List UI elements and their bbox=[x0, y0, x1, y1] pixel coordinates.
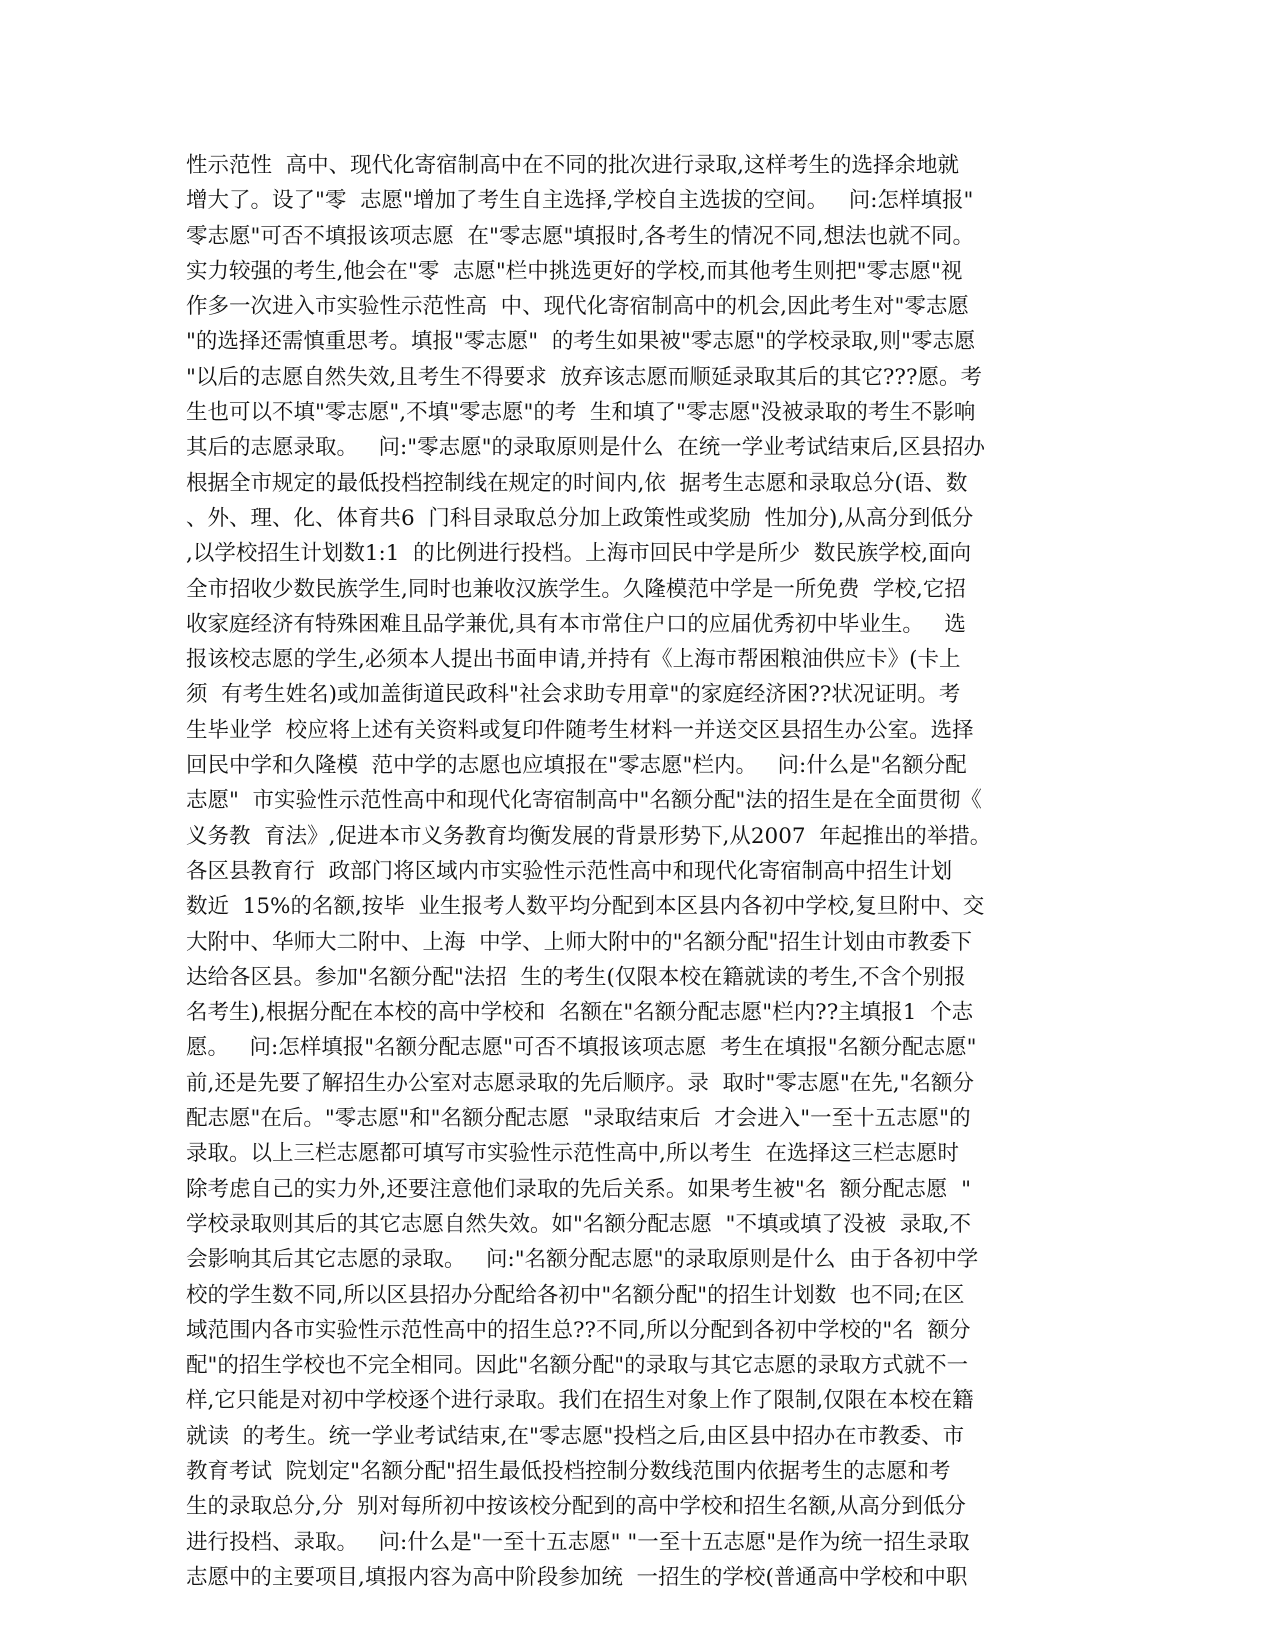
text-line: 生毕业学 校应将上述有关资料或复印件随考生材料一并送交区县招生办公室。选择 bbox=[186, 717, 974, 743]
text-line: 义务教 育法》,促进本市义务教育均衡发展的背景形势下,从2007 年起推出的举措。 bbox=[186, 823, 992, 849]
text-line: 域范围内各市实验性示范性高中的招生总??不同,所以分配到各初中学校的"名 额分 bbox=[186, 1317, 971, 1343]
text-line: 校的学生数不同,所以区县招办分配给各初中"名额分配"的招生计划数 也不同;在区 bbox=[186, 1282, 965, 1308]
text-line: "以后的志愿自然失效,且考生不得要求 放弃该志愿而顺延录取其后的其它???愿。考 bbox=[186, 364, 982, 390]
text-line: 愿。 问:怎样填报"名额分配志愿"可否不填报该项志愿 考生在填报"名额分配志愿" bbox=[186, 1035, 977, 1061]
text-line: 收家庭经济有特殊困难且品学兼优,具有本市常住户口的应届优秀初中毕业生。 选 bbox=[186, 611, 966, 637]
text-line: "的选择还需慎重思考。填报"零志愿" 的考生如果被"零志愿"的学校录取,则"零志愿 bbox=[186, 329, 976, 355]
text-line: 大附中、华师大二附中、上海 中学、上师大附中的"名额分配"招生计划由市教委下 bbox=[186, 929, 972, 955]
body-text bbox=[186, 148, 1076, 1595]
text-line: 全市招收少数民族学生,同时也兼收汉族学生。久隆模范中学是一所免费 学校,它招 bbox=[186, 576, 966, 602]
text-line: 教育考试 院划定"名额分配"招生最低投档控制分数线范围内依据考生的志愿和考 bbox=[186, 1458, 951, 1484]
text-line: 生的录取总分,分 别对每所初中按该校分配到的高中学校和招生名额,从高分到低分 bbox=[186, 1494, 966, 1520]
text-line: 录取。以上三栏志愿都可填写市实验性示范性高中,所以考生 在选择这三栏志愿时 bbox=[186, 1141, 960, 1167]
text-line: 报该校志愿的学生,必须本人提出书面申请,并持有《上海市帮困粮油供应卡》(卡上 bbox=[186, 647, 961, 673]
text-line: 、外、理、化、体育共6 门科目录取总分加上政策性或奖励 性加分),从高分到低分 bbox=[186, 505, 974, 531]
text-line: 配"的招生学校也不完全相同。因此"名额分配"的录取与其它志愿的录取方式就不一 bbox=[186, 1353, 969, 1379]
text-line: 就读 的考生。统一学业考试结束,在"零志愿"投档之后,由区县中招办在市教委、市 bbox=[186, 1423, 965, 1449]
text-line: 零志愿"可否不填报该项志愿 在"零志愿"填报时,各考生的情况不同,想法也就不同。 bbox=[186, 223, 975, 249]
text-line: ,以学校招生计划数1:1 的比例进行投档。上海市回民中学是所少 数民族学校,面向 bbox=[186, 541, 972, 567]
text-line: 数近 15%的名额,按毕 业生报考人数平均分配到本区县内各初中学校,复旦附中、交 bbox=[186, 894, 985, 920]
text-line: 学校录取则其后的其它志愿自然失效。如"名额分配志愿 "不填或填了没被 录取,不 bbox=[186, 1211, 971, 1237]
text-line: 作多一次进入市实验性示范性高 中、现代化寄宿制高中的机会,因此考生对"零志愿 bbox=[186, 294, 969, 320]
text-line: 须 有考生姓名)或加盖街道民政科"社会求助专用章"的家庭经济困??状况证明。考 bbox=[186, 682, 961, 708]
text-line: 进行投档、录取。 问:什么是"一至十五志愿" "一至十五志愿"是作为统一招生录取 bbox=[186, 1529, 970, 1555]
text-line: 其后的志愿录取。 问:"零志愿"的录取原则是什么 在统一学业考试结束后,区县招办 bbox=[186, 435, 986, 461]
text-line: 前,还是先要了解招生办公室对志愿录取的先后顺序。录 取时"零志愿"在先,"名额分 bbox=[186, 1070, 975, 1096]
text-line: 回民中学和久隆模 范中学的志愿也应填报在"零志愿"栏内。 问:什么是"名额分配 bbox=[186, 753, 967, 779]
text-line: 配志愿"在后。"零志愿"和"名额分配志愿 "录取结束后 才会进入"一至十五志愿"的 bbox=[186, 1106, 971, 1132]
text-line: 生也可以不填"零志愿",不填"零志愿"的考 生和填了"零志愿"没被录取的考生不影响 bbox=[186, 400, 976, 426]
text-line: 名考生),根据分配在本校的高中学校和 名额在"名额分配志愿"栏内??主填报1 个志 bbox=[186, 1000, 974, 1026]
text-line: 性示范性 高中、现代化寄宿制高中在不同的批次进行录取,这样考生的选择余地就 bbox=[186, 153, 960, 178]
text-line: 实力较强的考生,他会在"零 志愿"栏中挑选更好的学校,而其他考生则把"零志愿"视 bbox=[186, 258, 963, 284]
text-line: 各区县教育行 政部门将区域内市实验性示范性高中和现代化寄宿制高中招生计划 bbox=[186, 858, 953, 884]
text-line: 会影响其后其它志愿的录取。 问:"名额分配志愿"的录取原则是什么 由于各初中学 bbox=[186, 1247, 979, 1273]
text-line: 根据全市规定的最低投档控制线在规定的时间内,依 据考生志愿和录取总分(语、数 bbox=[186, 470, 968, 496]
text-line: 增大了。设了"零 志愿"增加了考生自主选择,学校自主选拔的空间。 问:怎样填报" bbox=[186, 188, 974, 214]
text-line: 志愿中的主要项目,填报内容为高中阶段参加统 一招生的学校(普通高中学校和中职 bbox=[186, 1564, 968, 1590]
text-line: 除考虑自己的实力外,还要注意他们录取的先后关系。如果考生被"名 额分配志愿 " bbox=[186, 1176, 971, 1202]
text-line: 样,它只能是对初中学校逐个进行录取。我们在招生对象上作了限制,仅限在本校在籍 bbox=[186, 1388, 974, 1414]
text-line: 达给各区县。参加"名额分配"法招 生的考生(仅限本校在籍就读的考生,不含个别报 bbox=[186, 964, 966, 990]
text-line: 志愿" 市实验性示范性高中和现代化寄宿制高中"名额分配"法的招生是在全面贯彻《 bbox=[186, 788, 982, 814]
